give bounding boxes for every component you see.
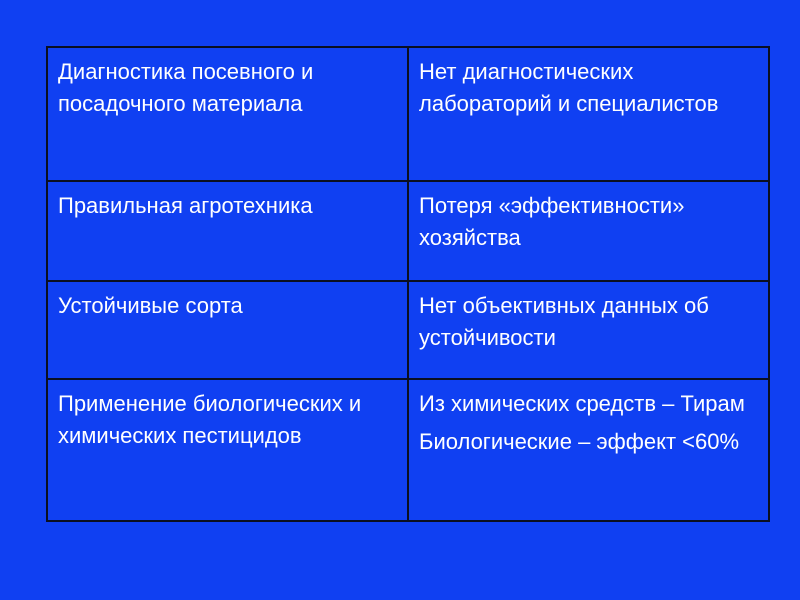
cell-text: Правильная агротехника	[58, 193, 313, 218]
table-row	[47, 47, 769, 181]
cell-text: Нет диагностических лабораторий и специалистов	[419, 59, 719, 116]
cell-text: Диагностика посевного и посадочного материала	[58, 59, 314, 116]
table-cell-left	[47, 379, 408, 521]
cell-text: Биологические – эффект <60%	[419, 429, 740, 454]
cell-text: Из химических средств – Тирам	[419, 391, 745, 416]
table-cell-right	[408, 47, 769, 181]
cell-text: Потеря «эффективности» хозяйства	[419, 193, 685, 250]
table-cell-right	[408, 181, 769, 281]
table-cell-right	[408, 379, 769, 521]
cell-text: Нет объективных данных об устойчивости	[419, 293, 709, 350]
table-cell-left	[47, 281, 408, 379]
table-cell-right	[408, 281, 769, 379]
table-cell-left	[47, 181, 408, 281]
cell-text: Применение биологических и химических пестицидов	[58, 391, 362, 448]
cell-text: Устойчивые сорта	[58, 293, 243, 318]
table-row	[47, 379, 769, 521]
table-cell-left	[47, 47, 408, 181]
table-row	[47, 281, 769, 379]
comparison-table	[46, 46, 770, 522]
table-row	[47, 181, 769, 281]
